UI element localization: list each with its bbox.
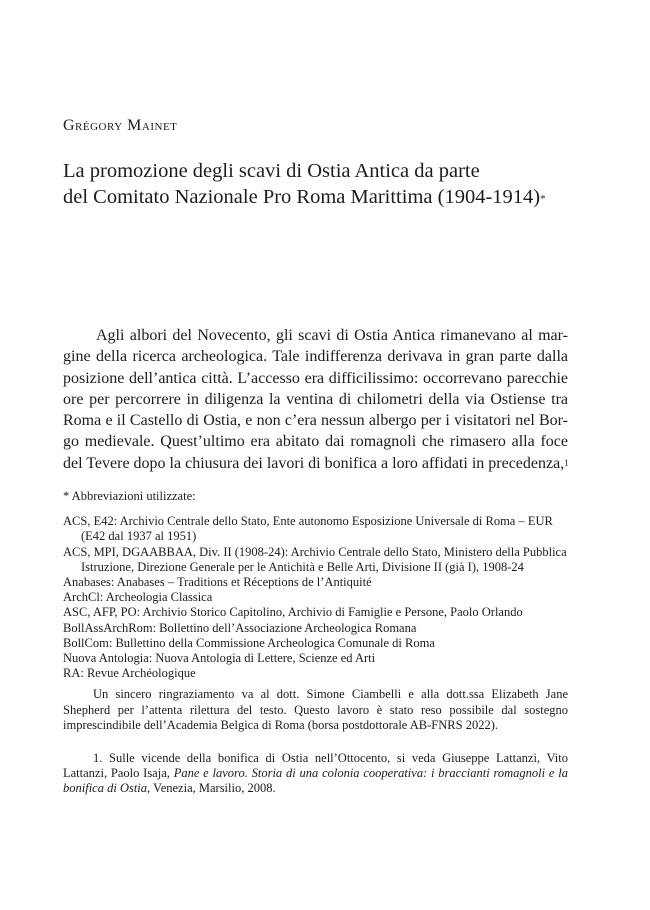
abbreviations-heading: * Abbreviazioni utilizzate:: [63, 489, 196, 503]
body-line: ore per percorrere in diligenza la ventina di chilometri della via Ostiense tra: [63, 390, 568, 408]
footnotes: [63, 489, 568, 797]
title-footnote-marker: *: [540, 193, 546, 205]
abbreviation-item: ACS, E42: Archivio Centrale dello Stato, Ente autonomo Esposizione Universale di Roma – EUR (E42 dal 1937 al 1951): [63, 514, 553, 544]
footnote-1-book-title: Pane e lavoro. Storia di una colonia cooperativa: i braccianti romagnoli e la bonifica di Ostia: [63, 766, 568, 796]
abbreviation-item: ACS, MPI, DGAABBAA, Div. II (1908-24): Archivio Centrale dello Stato, Ministero della Pubblica Istruzione, Direzione Generale per le Antichità e Belle Arti, Divisione II (già I), 1908-24: [63, 544, 567, 574]
title-line-1: La promozione degli scavi di Ostia Antica da parte: [63, 160, 480, 182]
body-line: go medievale. Quest’ultimo era abitato dai romagnoli che rimasero alla foce: [63, 433, 568, 451]
body-line: posizione dell’antica città. L’accesso era difficilissimo: occorrevano parecchie: [63, 369, 568, 387]
author-name: Grégory Mainet: [63, 117, 178, 134]
body-line: Agli albori del Novecento, gli scavi di Ostia Antica rimanevano al mar-: [96, 327, 568, 344]
body-line-last: del Tevere dopo la chiusura dei lavori di bonifica a loro affidati in precedenza,$^1$: [63, 454, 569, 472]
abbreviation-item: RA: Revue Archéologique: [63, 666, 196, 681]
footnote-1: 1. Sulle vicende della bonifica di Ostia nell’Ottocento, si veda Giuseppe Lattanzi, Vito Lattanzi, Paolo Isaja, Pane e lavoro. Storia di una colonia cooperativa: i braccianti romagnoli e la bonifica di Ostia, Venezia, Marsilio, 2008.: [63, 751, 568, 796]
footnote-ref: 1: [564, 457, 569, 468]
abbreviation-item: ASC, AFP, PO: Archivio Storico Capitolino, Archivio di Famiglie e Persone, Paolo Orlando: [63, 605, 523, 620]
abbreviation-item: Anabases: Anabases – Traditions et Réceptions de l’Antiquité: [63, 575, 372, 590]
body-line: Roma e il Castello di Ostia, e non c’era nessun albergo per i visitatori nel Bor-: [63, 412, 568, 430]
abbreviation-item: BollCom: Bullettino della Commissione Archeologica Comunale di Roma: [63, 635, 435, 650]
body-line: gine della ricerca archeologica. Tale indifferenza derivava in gran parte dalla: [63, 348, 568, 366]
abbreviations-list: [63, 514, 568, 681]
abbreviation-item: Nuova Antologia: Nuova Antologia di Lettere, Scienze ed Arti: [63, 651, 376, 666]
body-paragraph: [63, 325, 568, 474]
article-title: [63, 158, 546, 210]
title-line-2: del Comitato Nazionale Pro Roma Marittima (1904-1914)*: [63, 186, 546, 208]
acknowledgement-note: Un sincero ringraziamento va al dott. Simone Ciambelli e alla dott.ssa Elizabeth Jane Shepherd per l’attenta rilettura del testo. Questo lavoro è stato reso possibile dal sostegno imprescindibile dell’Academia Belgica di Roma (borsa postdottorale AB-FNRS 2022).: [63, 687, 568, 732]
abbreviation-item: ArchCl: Archeologia Classica: [63, 590, 213, 605]
abbreviation-item: BollAssArchRom: Bollettino dell’Associazione Archeologica Romana: [63, 620, 417, 635]
